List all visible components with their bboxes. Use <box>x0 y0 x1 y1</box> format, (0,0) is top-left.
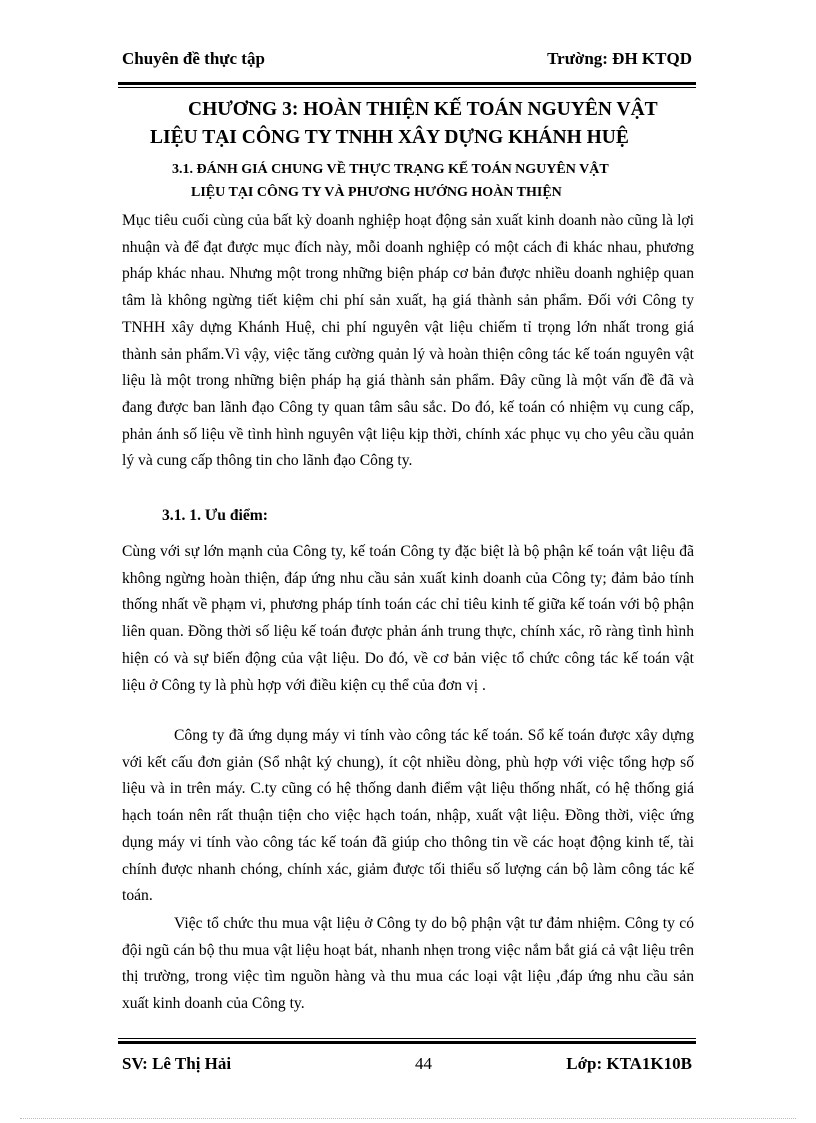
subsection-title: 3.1. 1. Ưu điểm: <box>162 507 268 524</box>
section-title-line-2: LIỆU TẠI CÔNG TY VÀ PHƯƠNG HƯỚNG HOÀN THIỆN <box>191 185 562 200</box>
chapter-title-line-2: LIỆU TẠI CÔNG TY TNHH XÂY DỰNG KHÁNH HUỆ <box>150 127 629 148</box>
footer-divider <box>118 1038 696 1046</box>
paragraph-advantages-3: Việc tổ chức thu mua vật liệu ở Công ty do bộ phận vật tư đảm nhiệm. Công ty có đội ngũ cán bộ thu mua vật liệu hoạt bát, nhanh nhẹn trong việc nắm bắt giá cả vật liệu trên thị trường, trong việc tìm nguồn hàng và thu mua các loại vật liệu ,đáp ứng nhu cầu sản xuất kinh doanh của Công ty. <box>122 915 694 1013</box>
paragraph-intro: Mục tiêu cuối cùng của bất kỳ doanh nghiệp hoạt động sản xuất kinh doanh nào cũng là lợi nhuận và để đạt được mục đích này, mỗi doanh nghiệp có một cách đi khác nhau, phương pháp khác nhau. Nhưng một trong những biện pháp cơ bản được nhiều doanh nghiệp quan tâm là không ngừng tiết kiệm chi phí sản xuất, hạ giá thành sản phẩm. Đối với Công ty TNHH xây dựng Khánh Huệ, chi phí nguyên vật liệu chiếm tỉ trọng lớn nhất trong giá thành sản phẩm.Vì vậy, việc tăng cường quản lý và hoàn thiện công tác kế toán nguyên vật liệu là một trong những biện pháp hạ giá thành sản phẩm. Đây cũng là một vấn đề đã và đang được ban lãnh đạo Công ty quan tâm sâu sắc. Do đó, kế toán có nhiệm vụ cung cấp, phản ánh số liệu về tình hình nguyên vật liệu kịp thời, chính xác phục vụ cho yêu cầu quản lý và cung cấp thông tin cho lãnh đạo Công ty. <box>122 212 694 470</box>
header-divider <box>118 82 696 90</box>
page-header <box>122 49 692 73</box>
page-bottom-edge <box>20 1118 796 1119</box>
paragraph-advantages-1: Cùng với sự lớn mạnh của Công ty, kế toán Công ty đặc biệt là bộ phận kế toán vật liệu đã không ngừng hoàn thiện, đáp ứng nhu cầu sản xuất kinh doanh của Công ty; đảm bảo tính thống nhất về phạm vi, phương pháp tính toán các chỉ tiêu kinh tế giữa kế toán với bộ phận liên quan. Đồng thời số liệu kế toán được phản ánh trung thực, chính xác, rõ ràng tình hình hiện có và sự biến động của vật liệu. Do đó, về cơ bản việc tổ chức công tác kế toán vật liệu ở Công ty là phù hợp với điều kiện cụ thể của đơn vị . <box>122 543 694 694</box>
header-school: Trường: ĐH KTQD <box>547 49 692 68</box>
paragraph-advantages-2: Công ty đã ứng dụng máy vi tính vào công tác kế toán. Sổ kế toán được xây dựng với kết cấu đơn giản (Sổ nhật ký chung), ít cột nhiều dòng, phù hợp với việc tổng hợp số liệu và in trên máy. C.ty cũng có hệ thống danh điểm vật liệu thống nhất, có hệ thống giá hạch toán nên rất thuận tiện cho việc hạch toán, nhập, xuất vật liệu. Đồng thời, việc ứng dụng máy vi tính vào công tác kế toán đã giúp cho thông tin về các hoạt động kinh tế, tài chính được nhanh chóng, chính xác, giảm được tối thiểu số lượng cán bộ làm công tác kế toán. <box>122 727 694 905</box>
section-title <box>160 158 700 204</box>
page-number: 44 <box>415 1054 432 1073</box>
chapter-title <box>150 96 710 152</box>
footer-class: Lớp: KTA1K10B <box>566 1054 692 1073</box>
footer-student: SV: Lê Thị Hải <box>122 1054 232 1073</box>
page-footer <box>122 1054 692 1078</box>
section-title-line-1: 3.1. ĐÁNH GIÁ CHUNG VỀ THỰC TRẠNG KẾ TOÁN NGUYÊN VẬT <box>172 162 609 177</box>
chapter-title-line-1: CHƯƠNG 3: HOÀN THIỆN KẾ TOÁN NGUYÊN VẬT <box>188 99 658 120</box>
header-topic: Chuyên đề thực tập <box>122 49 265 68</box>
